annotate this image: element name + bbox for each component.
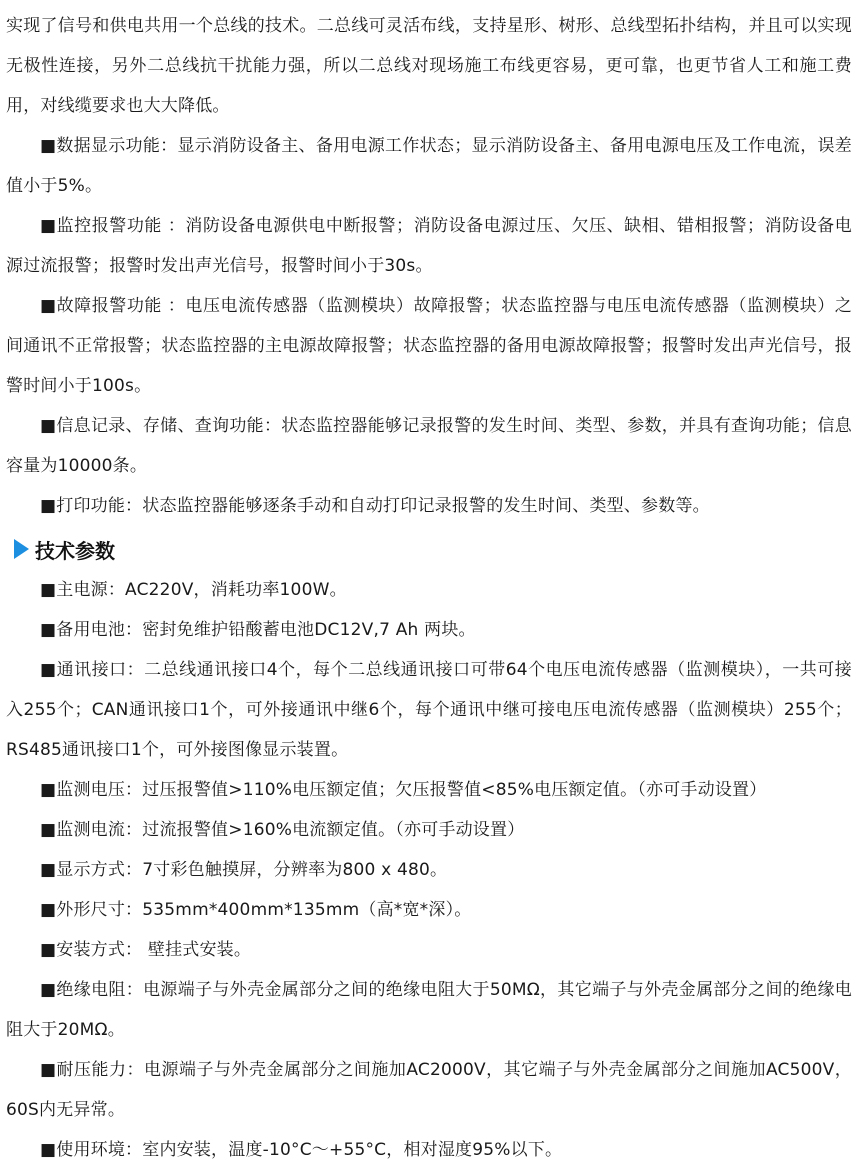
function-data-display: ■数据显示功能：显示消防设备主、备用电源工作状态；显示消防设备主、备用电源电压及工作电流，误差值小于5%。 <box>6 136 852 196</box>
param-withstand-voltage: ■耐压能力：电源端子与外壳金属部分之间施加AC2000V，其它端子与外壳金属部分之间施加AC500V，60S内无异常。 <box>6 1060 852 1120</box>
function-monitor-alarm: ■监控报警功能 ：消防设备电源供电中断报警；消防设备电源过压、欠压、缺相、错相报警；消防设备电源过流报警；报警时发出声光信号，报警时间小于30s。 <box>6 216 852 276</box>
param-installation: ■安装方式： 壁挂式安装。 <box>40 940 252 960</box>
section-heading <box>6 528 852 570</box>
function-print: ■打印功能：状态监控器能够逐条手动和自动打印记录报警的发生时间、类型、参数等。 <box>40 496 710 516</box>
param-main-power: ■主电源：AC220V，消耗功率100W。 <box>40 580 347 600</box>
param-monitor-current: ■监测电流：过流报警值>160%电流额定值。（亦可手动设置） <box>40 820 525 840</box>
param-display-mode: ■显示方式：7寸彩色触摸屏，分辨率为800 x 480。 <box>40 860 448 880</box>
param-backup-battery: ■备用电池：密封免维护铅酸蓄电池DC12V,7 Ah 两块。 <box>40 620 476 640</box>
intro-paragraph: 实现了信号和供电共用一个总线的技术。二总线可灵活布线，支持星形、树形、总线型拓扑结构，并且可以实现无极性连接，另外二总线抗干扰能力强，所以二总线对现场施工布线更容易，更可靠，也更节省人工和施工费用，对线缆要求也大大降低。 <box>6 16 852 116</box>
function-fault-alarm: ■故障报警功能 ：电压电流传感器（监测模块）故障报警；状态监控器与电压电流传感器（监测模块）之间通讯不正常报警；状态监控器的主电源故障报警；状态监控器的备用电源故障报警；报警时发出声光信号，报警时间小于100s。 <box>6 296 852 396</box>
param-monitor-voltage: ■监测电压：过压报警值>110%电压额定值；欠压报警值<85%电压额定值。（亦可手动设置） <box>40 780 767 800</box>
param-environment: ■使用环境：室内安装，温度-10°C～+55°C，相对湿度95%以下。 <box>40 1140 563 1160</box>
triangle-marker-icon <box>14 539 29 559</box>
section-title: 技术参数 <box>35 538 115 563</box>
param-comm-interface: ■通讯接口：二总线通讯接口4个，每个二总线通讯接口可带64个电压电流传感器（监测模块），一共可接入255个；CAN通讯接口1个，可外接通讯中继6个，每个通讯中继可接电压电流传感器（监测模块）255个；RS485通讯接口1个，可外接图像显示装置。 <box>6 660 852 760</box>
param-dimensions: ■外形尺寸：535mm*400mm*135mm（高*宽*深）。 <box>40 900 472 920</box>
function-record-query: ■信息记录、存储、查询功能：状态监控器能够记录报警的发生时间、类型、参数，并具有查询功能；信息容量为10000条。 <box>6 416 852 476</box>
param-insulation: ■绝缘电阻：电源端子与外壳金属部分之间的绝缘电阻大于50MΩ，其它端子与外壳金属部分之间的绝缘电阻大于20MΩ。 <box>6 980 852 1040</box>
